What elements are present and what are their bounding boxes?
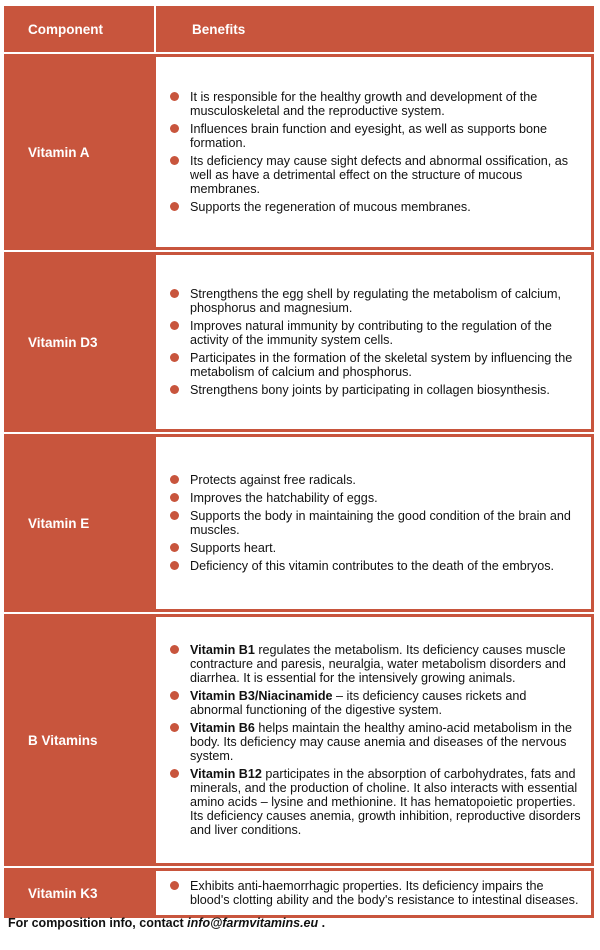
bullet-icon (170, 124, 179, 133)
benefit-item (164, 122, 581, 150)
benefit-item (164, 200, 581, 214)
bullet-icon (170, 511, 179, 520)
benefit-text: Strengthens the egg shell by regulating the metabolism of calcium, phosphorus and magnesium. (190, 287, 562, 315)
benefits-cell (156, 437, 591, 609)
benefit-item (164, 767, 581, 837)
benefit-item (164, 541, 581, 555)
bullet-icon (170, 493, 179, 502)
benefit-text: – its deficiency causes rickets and abnormal functioning of the digestive system. (190, 689, 527, 717)
bullet-icon (170, 156, 179, 165)
bullet-icon (170, 92, 179, 101)
bullet-icon (170, 691, 179, 700)
row-vitamin-d3 (4, 252, 594, 434)
benefit-item (164, 154, 581, 196)
benefit-item (164, 491, 581, 505)
benefit-text: Supports heart. (190, 541, 277, 555)
benefit-item (164, 689, 581, 717)
bullet-icon (170, 289, 179, 298)
benefits-list (164, 469, 581, 577)
row-vitamin-a (4, 54, 594, 252)
bullet-icon (170, 645, 179, 654)
benefit-text: Supports the regeneration of mucous membranes. (190, 200, 471, 214)
benefit-text: participates in the absorption of carbohydrates, fats and minerals, and the production of choline. It also interacts with essential amino acids – lysine and methionine. It has hematopoietic properties. Its deficiency causes anemia, growth inhibition, reproductive disorders and liver conditions. (190, 767, 581, 837)
benefit-text: Supports the body in maintaining the good condition of the brain and muscles. (190, 509, 571, 537)
row-vitamin-e (4, 434, 594, 614)
bullet-icon (170, 321, 179, 330)
bullet-icon (170, 561, 179, 570)
benefit-bold-label: Vitamin B1 (190, 643, 255, 657)
benefits-cell (156, 617, 591, 863)
benefit-text: Exhibits anti-haemorrhagic properties. Its deficiency impairs the blood's clotting ability and the body's resistance to intestinal diseases. (190, 879, 579, 907)
bullet-icon (170, 769, 179, 778)
header-component: Component (28, 21, 103, 37)
benefit-item (164, 351, 581, 379)
contact-email[interactable]: info@farmvitamins.eu (187, 916, 319, 930)
benefits-list (164, 875, 581, 911)
benefit-bold-label: Vitamin B3/Niacinamide (190, 689, 333, 703)
benefit-item (164, 90, 581, 118)
benefit-text: Participates in the formation of the skeletal system by influencing the metabolism of calcium and phosphorus. (190, 351, 573, 379)
row-b-vitamins (4, 614, 594, 868)
component-name: Vitamin A (28, 144, 90, 160)
bullet-icon (170, 353, 179, 362)
benefit-bold-label: Vitamin B12 (190, 767, 262, 781)
row-vitamin-k3 (4, 868, 594, 918)
bullet-icon (170, 385, 179, 394)
benefit-item (164, 721, 581, 763)
bullet-icon (170, 475, 179, 484)
header-benefits: Benefits (154, 6, 594, 52)
benefit-item (164, 643, 581, 685)
component-name: Vitamin E (28, 515, 90, 531)
component-name: B Vitamins (28, 732, 98, 748)
benefit-text: Improves natural immunity by contributing to the regulation of the activity of the immunity system cells. (190, 319, 552, 347)
bullet-icon (170, 881, 179, 890)
benefits-cell (156, 871, 591, 915)
benefit-item (164, 509, 581, 537)
benefit-item (164, 319, 581, 347)
bullet-icon (170, 723, 179, 732)
benefit-text: Strengthens bony joints by participating in collagen biosynthesis. (190, 383, 550, 397)
bullet-icon (170, 543, 179, 552)
footer-contact (8, 916, 325, 930)
benefits-list (164, 639, 581, 841)
footer-suffix: . (318, 916, 326, 930)
benefit-text: Deficiency of this vitamin contributes to the death of the embryos. (190, 559, 555, 573)
bullet-icon (170, 202, 179, 211)
benefit-text: Improves the hatchability of eggs. (190, 491, 378, 505)
benefit-text: helps maintain the healthy amino-acid metabolism in the body. Its deficiency may cause anemia and diseases of the nervous system. (190, 721, 572, 763)
footer-prefix: For composition info, contact (8, 916, 188, 930)
benefit-item (164, 383, 581, 397)
benefits-cell (156, 255, 591, 429)
benefits-cell (156, 57, 591, 247)
table-header (4, 6, 594, 54)
benefit-text: It is responsible for the healthy growth and development of the musculoskeletal and the reproductive system. (190, 90, 538, 118)
benefit-text: Influences brain function and eyesight, as well as supports bone formation. (190, 122, 548, 150)
benefit-bold-label: Vitamin B6 (190, 721, 255, 735)
component-name: Vitamin D3 (28, 334, 98, 350)
component-name: Vitamin K3 (28, 885, 98, 901)
benefit-text: Its deficiency may cause sight defects and abnormal ossification, as well as have a detrimental effect on the structure of mucous membranes. (190, 154, 569, 196)
benefit-item (164, 559, 581, 573)
benefit-text: Protects against free radicals. (190, 473, 356, 487)
benefits-list (164, 283, 581, 401)
vitamin-table (4, 6, 594, 918)
benefit-item (164, 287, 581, 315)
benefit-text: regulates the metabolism. Its deficiency causes muscle contracture and paresis, neuralgia, water metabolism disorders and diarrhea. It is essential for the intensively growing animals. (190, 643, 566, 685)
benefits-list (164, 86, 581, 218)
benefit-item (164, 473, 581, 487)
benefit-item (164, 879, 581, 907)
